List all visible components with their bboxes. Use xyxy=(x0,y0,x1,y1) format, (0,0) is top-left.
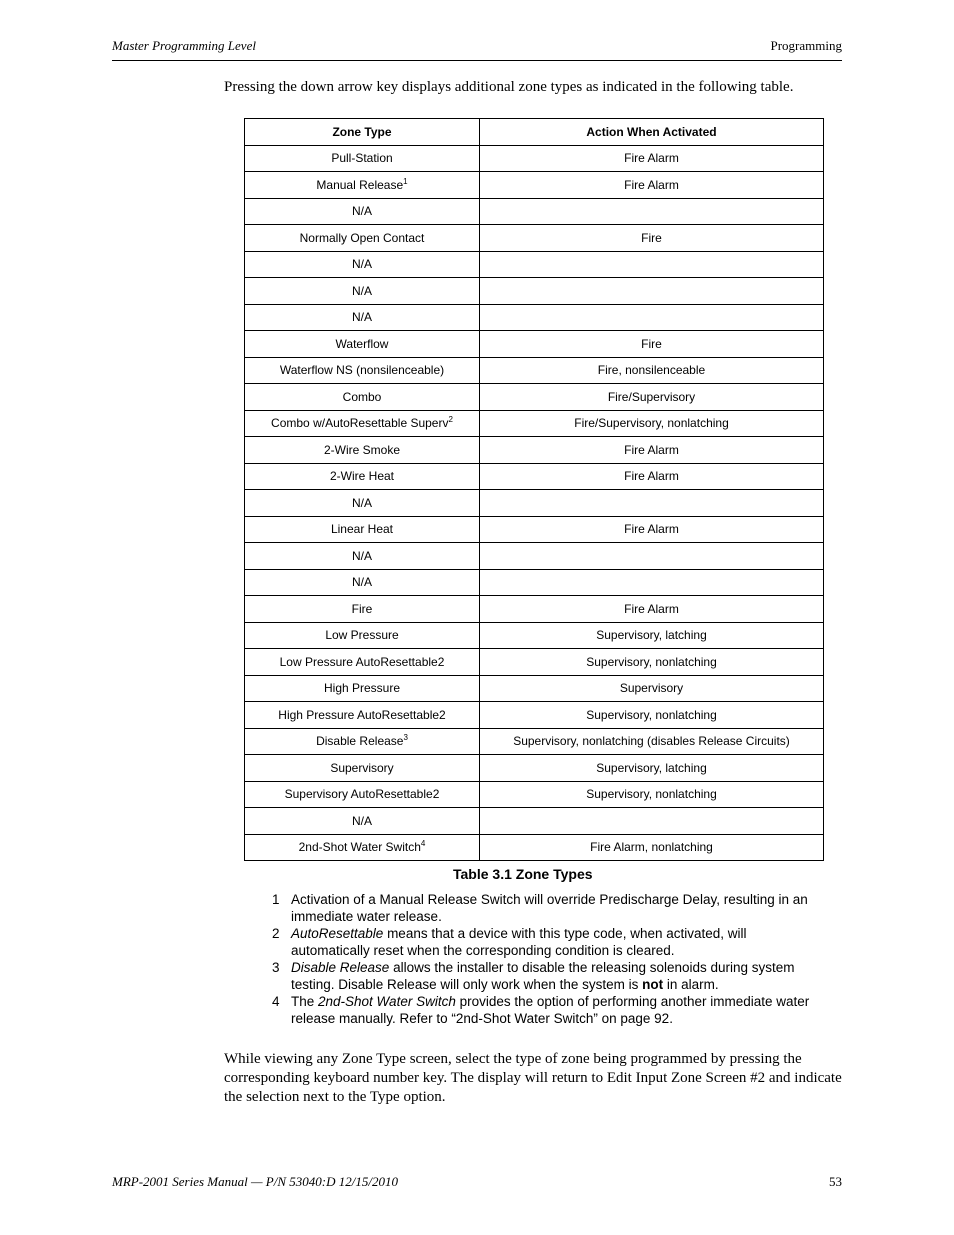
zone-type-cell xyxy=(245,622,480,649)
table-row xyxy=(245,357,824,384)
table-row xyxy=(245,596,824,623)
table-row xyxy=(245,834,824,861)
footnote-text: allows the installer to disable the releasing solenoids during system testing. Disable Release will only work when the system is xyxy=(291,960,795,992)
table-row xyxy=(245,728,824,755)
action-cell xyxy=(480,278,824,305)
zone-type-label: N/A xyxy=(351,204,372,219)
zone-type-label: 2nd-Shot Water Switch xyxy=(298,840,421,855)
zone-type-label: Waterflow xyxy=(335,336,389,351)
intro-paragraph: Pressing the down arrow key displays additional zone types as indicated in the following table. xyxy=(224,79,794,95)
zone-type-cell xyxy=(245,702,480,729)
zone-types-table xyxy=(244,118,824,861)
zone-type-cell xyxy=(245,304,480,331)
action-cell: Supervisory, nonlatching xyxy=(480,702,824,729)
footnote-item xyxy=(272,891,812,925)
zone-type-cell xyxy=(245,410,480,437)
action-cell: Fire, nonsilenceable xyxy=(480,357,824,384)
action-cell: Fire Alarm xyxy=(480,596,824,623)
zone-type-cell xyxy=(245,437,480,464)
table-row xyxy=(245,649,824,676)
table-row xyxy=(245,569,824,596)
action-cell xyxy=(480,808,824,835)
table-footnotes xyxy=(272,891,812,1027)
action-cell: Supervisory, latching xyxy=(480,755,824,782)
action-cell: Supervisory xyxy=(480,675,824,702)
action-cell: Fire Alarm xyxy=(480,516,824,543)
zone-type-label: Combo xyxy=(342,389,382,404)
table-caption: Table 3.1 Zone Types xyxy=(453,866,593,882)
action-cell: Fire Alarm xyxy=(480,463,824,490)
table-row xyxy=(245,702,824,729)
column-header-zone-type: Zone Type xyxy=(245,119,480,146)
table-row xyxy=(245,808,824,835)
zone-type-label: High Pressure xyxy=(323,681,401,696)
zone-type-cell xyxy=(245,675,480,702)
action-cell xyxy=(480,490,824,517)
footnote-item xyxy=(272,959,812,993)
footnote-text: in alarm. xyxy=(663,977,719,992)
footnote-number: 1 xyxy=(272,892,280,907)
zone-type-label: Manual Release xyxy=(316,177,404,192)
zone-type-label: Low Pressure AutoResettable2 xyxy=(279,654,445,669)
zone-type-label: N/A xyxy=(351,310,372,325)
zone-type-label: N/A xyxy=(351,495,372,510)
action-cell: Fire/Supervisory xyxy=(480,384,824,411)
zone-type-label: N/A xyxy=(351,257,372,272)
closing-paragraph: While viewing any Zone Type screen, select the type of zone being programmed by pressing the corresponding keyboard number key. The display will return to Edit Input Zone Screen #2 and indicate the selection next to the Type option. xyxy=(224,1051,842,1105)
table-row xyxy=(245,225,824,252)
action-cell: Supervisory, nonlatching xyxy=(480,649,824,676)
page-header xyxy=(112,36,842,61)
zone-type-cell xyxy=(245,596,480,623)
footnote-text: The xyxy=(291,994,319,1009)
footnote-term: AutoResettable xyxy=(291,926,384,941)
zone-type-label: N/A xyxy=(351,548,372,563)
footnote-term: Disable Release xyxy=(291,960,390,975)
table-row xyxy=(245,516,824,543)
zone-type-label: N/A xyxy=(351,283,372,298)
footnote-text: means that a device with this type code, when activated, will automatically reset when the corresponding condition is cleared. xyxy=(291,926,747,958)
action-cell: Supervisory, latching xyxy=(480,622,824,649)
footnote-emphasis: not xyxy=(642,977,664,992)
action-cell: Supervisory, nonlatching (disables Release Circuits) xyxy=(480,728,824,755)
zone-type-label: High Pressure AutoResettable2 xyxy=(278,707,446,722)
table-body xyxy=(245,145,824,861)
footnote-number: 2 xyxy=(272,926,280,941)
zone-type-cell xyxy=(245,649,480,676)
page-number: 53 xyxy=(829,1174,842,1189)
zone-type-cell xyxy=(245,728,480,755)
header-chapter-title: Programming xyxy=(770,38,842,53)
footnote-marker: 2 xyxy=(448,415,453,425)
footnote-text: provides the option of performing another immediate water release manually. Refer to “2nd-Shot Water Switch” on page 92. xyxy=(291,994,810,1026)
action-cell: Fire/Supervisory, nonlatching xyxy=(480,410,824,437)
zone-type-cell xyxy=(245,331,480,358)
footnote-number: 3 xyxy=(272,960,280,975)
table-row xyxy=(245,410,824,437)
action-cell: Fire Alarm xyxy=(480,172,824,199)
zone-type-cell xyxy=(245,755,480,782)
zone-type-label: 2-Wire Smoke xyxy=(323,442,400,457)
table-header-row xyxy=(245,119,824,146)
footer-document-title: MRP-2001 Series Manual — P/N 53040:D 12/15/2010 xyxy=(112,1174,398,1189)
zone-type-cell xyxy=(245,384,480,411)
zone-type-label: Fire xyxy=(351,601,373,616)
footnote-item xyxy=(272,925,812,959)
zone-type-label: N/A xyxy=(351,813,372,828)
table-row xyxy=(245,278,824,305)
zone-type-label: Disable Release xyxy=(316,734,404,749)
action-cell xyxy=(480,569,824,596)
table-row xyxy=(245,331,824,358)
footnote-item xyxy=(272,993,812,1027)
zone-type-cell xyxy=(245,357,480,384)
zone-type-cell xyxy=(245,198,480,225)
zone-type-cell xyxy=(245,569,480,596)
action-cell: Supervisory, nonlatching xyxy=(480,781,824,808)
table-row xyxy=(245,463,824,490)
zone-type-cell xyxy=(245,225,480,252)
zone-type-cell xyxy=(245,145,480,172)
footnote-number: 4 xyxy=(272,994,280,1009)
zone-type-label: N/A xyxy=(351,575,372,590)
zone-type-label: Pull-Station xyxy=(331,151,393,166)
action-cell xyxy=(480,251,824,278)
footnote-term: 2nd-Shot Water Switch xyxy=(318,994,456,1009)
zone-type-label: 2-Wire Heat xyxy=(329,469,394,484)
table-row xyxy=(245,304,824,331)
zone-type-cell xyxy=(245,543,480,570)
table-row xyxy=(245,490,824,517)
table-row xyxy=(245,622,824,649)
zone-type-cell xyxy=(245,781,480,808)
table-row xyxy=(245,251,824,278)
table-row xyxy=(245,145,824,172)
zone-type-cell xyxy=(245,808,480,835)
column-header-action: Action When Activated xyxy=(480,119,824,146)
action-cell xyxy=(480,304,824,331)
table-row xyxy=(245,198,824,225)
footnote-marker: 1 xyxy=(403,176,408,186)
action-cell: Fire Alarm xyxy=(480,437,824,464)
table-row xyxy=(245,755,824,782)
table-row xyxy=(245,543,824,570)
zone-type-cell xyxy=(245,834,480,861)
zone-type-label: Combo w/AutoResettable Superv xyxy=(271,416,449,431)
action-cell: Fire xyxy=(480,225,824,252)
zone-type-cell xyxy=(245,278,480,305)
footnote-marker: 4 xyxy=(420,839,426,849)
zone-type-label: Normally Open Contact xyxy=(299,230,425,245)
zone-type-cell xyxy=(245,516,480,543)
zone-type-cell xyxy=(245,490,480,517)
table-row xyxy=(245,675,824,702)
zone-type-label: Waterflow NS (nonsilenceable) xyxy=(279,363,445,378)
action-cell: Fire Alarm xyxy=(480,145,824,172)
table-row xyxy=(245,384,824,411)
zone-type-label: Linear Heat xyxy=(330,522,394,537)
action-cell xyxy=(480,543,824,570)
footnote-text: Activation of a Manual Release Switch will override Predischarge Delay, resulting in an immediate water release. xyxy=(291,892,808,924)
header-section-title: Master Programming Level xyxy=(112,38,256,53)
footnote-marker: 3 xyxy=(403,733,408,743)
zone-type-cell xyxy=(245,172,480,199)
table-row xyxy=(245,781,824,808)
table-row xyxy=(245,172,824,199)
action-cell: Fire Alarm, nonlatching xyxy=(480,834,824,861)
zone-type-label: Low Pressure xyxy=(325,628,399,643)
zone-type-cell xyxy=(245,463,480,490)
action-cell xyxy=(480,198,824,225)
zone-type-cell xyxy=(245,251,480,278)
zone-type-label: Supervisory AutoResettable2 xyxy=(284,787,440,802)
zone-type-label: Supervisory xyxy=(330,760,394,775)
action-cell: Fire xyxy=(480,331,824,358)
table-row xyxy=(245,437,824,464)
